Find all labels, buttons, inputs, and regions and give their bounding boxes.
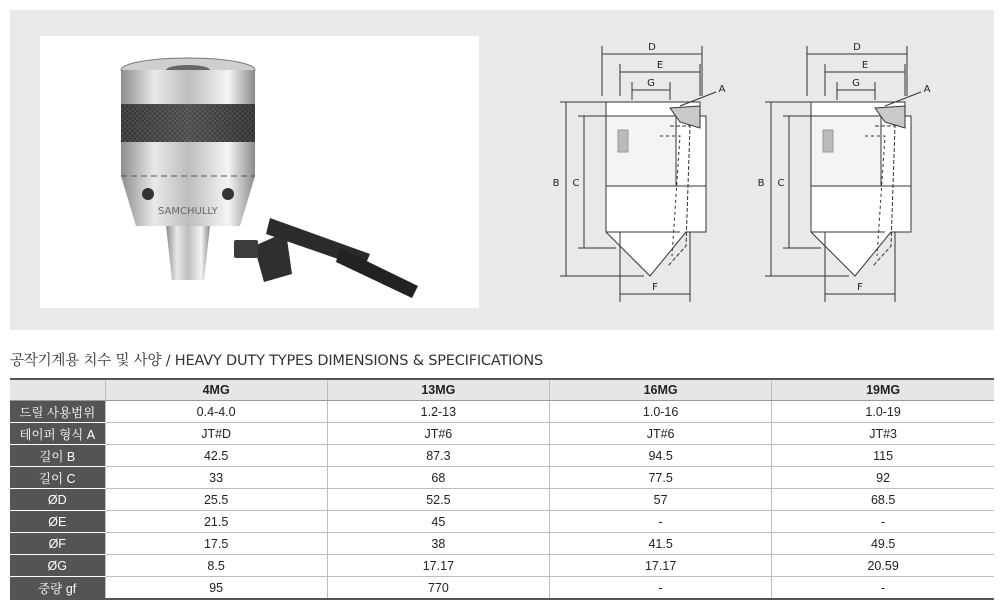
table-header-row [10, 379, 994, 401]
dimension-diagram-1 [540, 36, 750, 308]
table-cell: 17.17 [327, 555, 549, 577]
table-cell: 94.5 [550, 445, 772, 467]
label-D: D [853, 42, 861, 53]
row-label: ØF [10, 533, 105, 555]
label-E: E [656, 60, 664, 71]
table-cell: JT#6 [550, 423, 772, 445]
label-C: C [572, 178, 580, 189]
section-title: 공작기계용 치수 및 사양 / HEAVY DUTY TYPES DIMENSIONS & SPECIFICATIONS [10, 353, 544, 369]
product-photo [40, 36, 479, 308]
table-cell: JT#D [105, 423, 327, 445]
row-label: ØG [10, 555, 105, 577]
row-label: 길이 B [10, 445, 105, 467]
table-cell: - [772, 511, 994, 533]
table-cell: 92 [772, 467, 994, 489]
table-cell: - [772, 577, 994, 600]
table-cell: 57 [550, 489, 772, 511]
table-cell: 21.5 [105, 511, 327, 533]
table-cell: 38 [327, 533, 549, 555]
table-cell: 17.5 [105, 533, 327, 555]
table-row [10, 467, 994, 489]
table-row [10, 555, 994, 577]
table-row [10, 423, 994, 445]
label-A: A [718, 84, 726, 95]
table-cell: 68.5 [772, 489, 994, 511]
table-cell: 77.5 [550, 467, 772, 489]
table-cell: - [550, 511, 772, 533]
dimension-diagram-2 [745, 36, 955, 308]
table-cell: 0.4-4.0 [105, 401, 327, 423]
table-cell: - [550, 577, 772, 600]
row-label: ØE [10, 511, 105, 533]
table-row [10, 511, 994, 533]
table-cell: 52.5 [327, 489, 549, 511]
specifications-table [10, 378, 994, 600]
table-cell: 33 [105, 467, 327, 489]
row-label: 길이 C [10, 467, 105, 489]
table-cell: 41.5 [550, 533, 772, 555]
drill-chuck-image [40, 36, 479, 308]
brand-engraving: SAMCHULLY [158, 206, 218, 217]
row-label: 드릴 사용범위 [10, 401, 105, 423]
table-cell: 17.17 [550, 555, 772, 577]
table-row [10, 445, 994, 467]
column-header: 19MG [772, 379, 994, 401]
table-cell: 8.5 [105, 555, 327, 577]
table-row [10, 577, 994, 600]
table-cell: 45 [327, 511, 549, 533]
table-cell: 49.5 [772, 533, 994, 555]
table-cell: 87.3 [327, 445, 549, 467]
table-cell: JT#3 [772, 423, 994, 445]
column-header: 4MG [105, 379, 327, 401]
table-cell: 68 [327, 467, 549, 489]
table-cell: JT#6 [327, 423, 549, 445]
table-row [10, 401, 994, 423]
label-G: G [647, 78, 655, 89]
label-E: E [861, 60, 869, 71]
table-cell: 770 [327, 577, 549, 600]
label-C: C [777, 178, 785, 189]
column-header: 16MG [550, 379, 772, 401]
label-F: F [652, 282, 658, 293]
label-A: A [923, 84, 931, 95]
table-cell: 42.5 [105, 445, 327, 467]
table-cell: 20.59 [772, 555, 994, 577]
chuck-key [234, 218, 418, 298]
label-D: D [648, 42, 656, 53]
table-cell: 95 [105, 577, 327, 600]
table-cell: 1.2-13 [327, 401, 549, 423]
row-label: 중량 gf [10, 577, 105, 600]
table-cell: 1.0-16 [550, 401, 772, 423]
label-G: G [852, 78, 860, 89]
label-F: F [857, 282, 863, 293]
table-row [10, 533, 994, 555]
label-B: B [757, 178, 765, 189]
table-cell: 25.5 [105, 489, 327, 511]
table-cell: 115 [772, 445, 994, 467]
header-corner [10, 379, 105, 401]
column-header: 13MG [327, 379, 549, 401]
table-row [10, 489, 994, 511]
table-cell: 1.0-19 [772, 401, 994, 423]
row-label: 테이퍼 형식 A [10, 423, 105, 445]
row-label: ØD [10, 489, 105, 511]
label-B: B [552, 178, 560, 189]
